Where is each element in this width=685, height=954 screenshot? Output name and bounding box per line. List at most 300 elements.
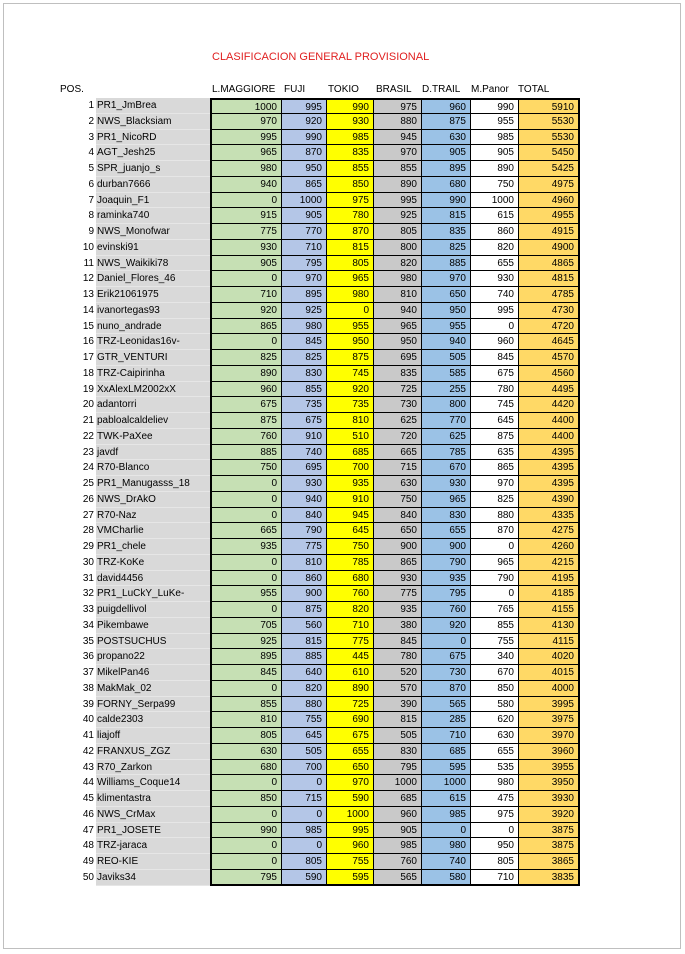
- lmaggiore-score-cell: 935: [210, 539, 281, 555]
- brasil-score-cell: 970: [373, 145, 421, 161]
- brasil-score-cell: 800: [373, 240, 421, 256]
- mpanor-score-cell: 755: [470, 634, 518, 650]
- player-name-cell: PR1_Manugasss_18: [96, 476, 210, 492]
- lmaggiore-score-cell: 905: [210, 256, 281, 272]
- table-row: [60, 334, 580, 350]
- table-row: [60, 760, 580, 776]
- position-cell: 20: [82, 399, 94, 411]
- tokio-score-cell: 910: [326, 492, 373, 508]
- table-row: [60, 791, 580, 807]
- lmaggiore-score-cell: 895: [210, 649, 281, 665]
- mpanor-score-cell: 630: [470, 728, 518, 744]
- dtrail-score-cell: 800: [421, 397, 470, 413]
- mpanor-score-cell: 475: [470, 791, 518, 807]
- brasil-score-cell: 625: [373, 413, 421, 429]
- position-cell: 36: [82, 651, 94, 663]
- fuji-score-cell: 910: [281, 429, 326, 445]
- position-cell: 2: [88, 115, 94, 127]
- player-name-cell: Daniel_Flores_46: [96, 271, 210, 287]
- brasil-score-cell: 750: [373, 492, 421, 508]
- lmaggiore-score-cell: 0: [210, 492, 281, 508]
- lmaggiore-score-cell: 845: [210, 665, 281, 681]
- mpanor-score-cell: 675: [470, 366, 518, 382]
- position-cell: 40: [82, 714, 94, 726]
- mpanor-score-cell: 880: [470, 508, 518, 524]
- table-row: [60, 539, 580, 555]
- player-name-cell: nuno_andrade: [96, 319, 210, 335]
- table-row: [60, 208, 580, 224]
- mpanor-score-cell: 580: [470, 697, 518, 713]
- brasil-score-cell: 570: [373, 681, 421, 697]
- tokio-score-cell: 970: [326, 775, 373, 791]
- table-row: [60, 744, 580, 760]
- player-name-cell: PR1_LuCkY_LuKe-: [96, 586, 210, 602]
- lmaggiore-score-cell: 760: [210, 429, 281, 445]
- mpanor-score-cell: 905: [470, 145, 518, 161]
- fuji-score-cell: 700: [281, 760, 326, 776]
- brasil-score-cell: 565: [373, 870, 421, 886]
- brasil-score-cell: 1000: [373, 775, 421, 791]
- position-cell: 47: [82, 824, 94, 836]
- lmaggiore-score-cell: 710: [210, 287, 281, 303]
- player-name-cell: PR1_chele: [96, 539, 210, 555]
- brasil-score-cell: 730: [373, 397, 421, 413]
- mpanor-score-cell: 995: [470, 303, 518, 319]
- mpanor-score-cell: 960: [470, 334, 518, 350]
- mpanor-score-cell: 955: [470, 114, 518, 130]
- lmaggiore-score-cell: 1000: [210, 98, 281, 114]
- table-row: [60, 681, 580, 697]
- total-score-cell: 3995: [518, 697, 580, 713]
- fuji-score-cell: 995: [281, 98, 326, 114]
- mpanor-score-cell: 850: [470, 681, 518, 697]
- tokio-score-cell: 980: [326, 287, 373, 303]
- total-score-cell: 5910: [518, 98, 580, 114]
- tokio-score-cell: 675: [326, 728, 373, 744]
- lmaggiore-score-cell: 0: [210, 854, 281, 870]
- position-cell: 3: [88, 131, 94, 143]
- position-cell: 27: [82, 509, 94, 521]
- total-score-cell: 4815: [518, 271, 580, 287]
- dtrail-score-cell: 835: [421, 224, 470, 240]
- dtrail-score-cell: 625: [421, 429, 470, 445]
- tokio-score-cell: 965: [326, 271, 373, 287]
- table-row: [60, 240, 580, 256]
- player-name-cell: TRZ-jaraca: [96, 838, 210, 854]
- lmaggiore-score-cell: 0: [210, 838, 281, 854]
- brasil-score-cell: 980: [373, 271, 421, 287]
- player-name-cell: R70-Blanco: [96, 460, 210, 476]
- table-row: [60, 728, 580, 744]
- table-row: [60, 476, 580, 492]
- dtrail-score-cell: 1000: [421, 775, 470, 791]
- mpanor-score-cell: 790: [470, 571, 518, 587]
- lmaggiore-score-cell: 825: [210, 350, 281, 366]
- total-score-cell: 4260: [518, 539, 580, 555]
- player-name-cell: PR1_JmBrea: [96, 98, 210, 114]
- total-score-cell: 4420: [518, 397, 580, 413]
- mpanor-score-cell: 750: [470, 177, 518, 193]
- tokio-score-cell: 985: [326, 130, 373, 146]
- tokio-score-cell: 590: [326, 791, 373, 807]
- player-name-cell: NWS_DrAkO: [96, 492, 210, 508]
- player-name-cell: NWS_Blacksiam: [96, 114, 210, 130]
- dtrail-score-cell: 825: [421, 240, 470, 256]
- table-row: [60, 114, 580, 130]
- position-cell: 32: [82, 588, 94, 600]
- fuji-score-cell: 790: [281, 523, 326, 539]
- brasil-score-cell: 760: [373, 854, 421, 870]
- header-lmaggiore: L.MAGGIORE: [212, 84, 276, 95]
- dtrail-score-cell: 740: [421, 854, 470, 870]
- brasil-score-cell: 725: [373, 382, 421, 398]
- tokio-score-cell: 955: [326, 319, 373, 335]
- fuji-score-cell: 1000: [281, 193, 326, 209]
- total-score-cell: 4560: [518, 366, 580, 382]
- fuji-score-cell: 830: [281, 366, 326, 382]
- player-name-cell: calde2303: [96, 712, 210, 728]
- fuji-score-cell: 0: [281, 838, 326, 854]
- lmaggiore-score-cell: 0: [210, 681, 281, 697]
- table-row: [60, 161, 580, 177]
- position-cell: 39: [82, 698, 94, 710]
- total-score-cell: 5450: [518, 145, 580, 161]
- fuji-score-cell: 815: [281, 634, 326, 650]
- brasil-score-cell: 720: [373, 429, 421, 445]
- brasil-score-cell: 855: [373, 161, 421, 177]
- dtrail-score-cell: 875: [421, 114, 470, 130]
- tokio-score-cell: 820: [326, 602, 373, 618]
- tokio-score-cell: 815: [326, 240, 373, 256]
- position-cell: 42: [82, 745, 94, 757]
- position-cell: 33: [82, 604, 94, 615]
- brasil-score-cell: 775: [373, 586, 421, 602]
- total-score-cell: 4390: [518, 492, 580, 508]
- fuji-score-cell: 980: [281, 319, 326, 335]
- tokio-score-cell: 945: [326, 508, 373, 524]
- lmaggiore-score-cell: 805: [210, 728, 281, 744]
- total-score-cell: 3960: [518, 744, 580, 760]
- player-name-cell: PR1_JOSETE: [96, 823, 210, 839]
- lmaggiore-score-cell: 0: [210, 775, 281, 791]
- table-row: [60, 382, 580, 398]
- player-name-cell: FORNY_Serpa99: [96, 697, 210, 713]
- position-cell: 12: [82, 273, 94, 285]
- position-cell: 28: [82, 525, 94, 537]
- mpanor-score-cell: 635: [470, 445, 518, 461]
- brasil-score-cell: 835: [373, 366, 421, 382]
- mpanor-score-cell: 965: [470, 555, 518, 571]
- table-row: [60, 838, 580, 854]
- mpanor-score-cell: 655: [470, 744, 518, 760]
- lmaggiore-score-cell: 990: [210, 823, 281, 839]
- mpanor-score-cell: 950: [470, 838, 518, 854]
- position-cell: 4: [88, 147, 94, 159]
- position-cell: 25: [82, 478, 94, 489]
- table-row: [60, 98, 580, 114]
- player-name-cell: FRANXUS_ZGZ: [96, 744, 210, 760]
- tokio-score-cell: 995: [326, 823, 373, 839]
- fuji-score-cell: 505: [281, 744, 326, 760]
- fuji-score-cell: 870: [281, 145, 326, 161]
- tokio-score-cell: 760: [326, 586, 373, 602]
- mpanor-score-cell: 990: [470, 98, 518, 114]
- total-score-cell: 4185: [518, 586, 580, 602]
- table-row: [60, 602, 580, 618]
- table-row: [60, 287, 580, 303]
- tokio-score-cell: 855: [326, 161, 373, 177]
- lmaggiore-score-cell: 0: [210, 555, 281, 571]
- total-score-cell: 4400: [518, 413, 580, 429]
- fuji-score-cell: 925: [281, 303, 326, 319]
- tokio-score-cell: 775: [326, 634, 373, 650]
- total-score-cell: 4495: [518, 382, 580, 398]
- position-cell: 44: [82, 777, 94, 789]
- dtrail-score-cell: 730: [421, 665, 470, 681]
- tokio-score-cell: 750: [326, 539, 373, 555]
- total-score-cell: 5425: [518, 161, 580, 177]
- brasil-score-cell: 905: [373, 823, 421, 839]
- dtrail-score-cell: 955: [421, 319, 470, 335]
- mpanor-score-cell: 890: [470, 161, 518, 177]
- player-name-cell: TRZ-Leonidas16v-: [96, 334, 210, 350]
- brasil-score-cell: 865: [373, 555, 421, 571]
- lmaggiore-score-cell: 0: [210, 334, 281, 350]
- position-cell: 26: [82, 493, 94, 505]
- dtrail-score-cell: 0: [421, 823, 470, 839]
- dtrail-score-cell: 670: [421, 460, 470, 476]
- total-score-cell: 3970: [518, 728, 580, 744]
- table-row: [60, 256, 580, 272]
- tokio-score-cell: 785: [326, 555, 373, 571]
- table-row: [60, 177, 580, 193]
- header-total: TOTAL: [518, 84, 550, 95]
- brasil-score-cell: 900: [373, 539, 421, 555]
- fuji-score-cell: 640: [281, 665, 326, 681]
- dtrail-score-cell: 615: [421, 791, 470, 807]
- player-name-cell: AGT_Jesh25: [96, 145, 210, 161]
- player-name-cell: TWK-PaXee: [96, 429, 210, 445]
- fuji-score-cell: 860: [281, 571, 326, 587]
- dtrail-score-cell: 785: [421, 445, 470, 461]
- header-fuji: FUJI: [284, 84, 306, 95]
- lmaggiore-score-cell: 665: [210, 523, 281, 539]
- dtrail-score-cell: 830: [421, 508, 470, 524]
- lmaggiore-score-cell: 675: [210, 397, 281, 413]
- fuji-score-cell: 560: [281, 618, 326, 634]
- brasil-score-cell: 840: [373, 508, 421, 524]
- mpanor-score-cell: 820: [470, 240, 518, 256]
- player-name-cell: durban7666: [96, 177, 210, 193]
- total-score-cell: 3930: [518, 791, 580, 807]
- table-row: [60, 130, 580, 146]
- total-score-cell: 3875: [518, 823, 580, 839]
- brasil-score-cell: 985: [373, 838, 421, 854]
- fuji-score-cell: 845: [281, 334, 326, 350]
- total-score-cell: 4865: [518, 256, 580, 272]
- mpanor-score-cell: 860: [470, 224, 518, 240]
- table-row: [60, 870, 580, 886]
- player-name-cell: pabloalcaldeliev: [96, 413, 210, 429]
- mpanor-score-cell: 340: [470, 649, 518, 665]
- dtrail-score-cell: 255: [421, 382, 470, 398]
- player-name-cell: Williams_Coque14: [96, 775, 210, 791]
- table-row: [60, 366, 580, 382]
- header-dtrail: D.TRAIL: [422, 84, 461, 95]
- tokio-score-cell: 975: [326, 193, 373, 209]
- player-name-cell: PR1_NicoRD: [96, 130, 210, 146]
- lmaggiore-score-cell: 920: [210, 303, 281, 319]
- lmaggiore-score-cell: 0: [210, 571, 281, 587]
- dtrail-score-cell: 680: [421, 177, 470, 193]
- table-row: [60, 634, 580, 650]
- table-row: [60, 350, 580, 366]
- fuji-score-cell: 735: [281, 397, 326, 413]
- position-cell: 17: [82, 352, 94, 363]
- brasil-score-cell: 940: [373, 303, 421, 319]
- position-cell: 11: [83, 257, 94, 269]
- total-score-cell: 4570: [518, 350, 580, 366]
- player-name-cell: NWS_CrMax: [96, 807, 210, 823]
- dtrail-score-cell: 655: [421, 523, 470, 539]
- total-score-cell: 4400: [518, 429, 580, 445]
- table-row: [60, 775, 580, 791]
- tokio-score-cell: 510: [326, 429, 373, 445]
- brasil-score-cell: 505: [373, 728, 421, 744]
- table-row: [60, 823, 580, 839]
- position-cell: 41: [82, 730, 94, 741]
- position-cell: 43: [82, 761, 94, 773]
- table-row: [60, 649, 580, 665]
- total-score-cell: 3955: [518, 760, 580, 776]
- fuji-score-cell: 950: [281, 161, 326, 177]
- mpanor-score-cell: 780: [470, 382, 518, 398]
- fuji-score-cell: 940: [281, 492, 326, 508]
- position-cell: 19: [82, 383, 94, 395]
- player-name-cell: MakMak_02: [96, 681, 210, 697]
- lmaggiore-score-cell: 0: [210, 602, 281, 618]
- dtrail-score-cell: 285: [421, 712, 470, 728]
- mpanor-score-cell: 740: [470, 287, 518, 303]
- dtrail-score-cell: 815: [421, 208, 470, 224]
- player-name-cell: REO-KIE: [96, 854, 210, 870]
- total-score-cell: 4215: [518, 555, 580, 571]
- brasil-score-cell: 650: [373, 523, 421, 539]
- tokio-score-cell: 780: [326, 208, 373, 224]
- brasil-score-cell: 845: [373, 634, 421, 650]
- dtrail-score-cell: 990: [421, 193, 470, 209]
- table-row: [60, 429, 580, 445]
- position-cell: 6: [88, 178, 94, 190]
- total-score-cell: 4155: [518, 602, 580, 618]
- mpanor-score-cell: 670: [470, 665, 518, 681]
- player-name-cell: GTR_VENTURI: [96, 350, 210, 366]
- brasil-score-cell: 805: [373, 224, 421, 240]
- total-score-cell: 4915: [518, 224, 580, 240]
- header-mpanor: M.Panor: [471, 84, 509, 95]
- fuji-score-cell: 695: [281, 460, 326, 476]
- dtrail-score-cell: 920: [421, 618, 470, 634]
- fuji-score-cell: 825: [281, 350, 326, 366]
- mpanor-score-cell: 615: [470, 208, 518, 224]
- player-name-cell: raminka740: [96, 208, 210, 224]
- dtrail-score-cell: 710: [421, 728, 470, 744]
- table-row: [60, 445, 580, 461]
- table-row: [60, 586, 580, 602]
- mpanor-score-cell: 710: [470, 870, 518, 886]
- position-cell: 14: [82, 304, 94, 316]
- mpanor-score-cell: 1000: [470, 193, 518, 209]
- tokio-score-cell: 935: [326, 476, 373, 492]
- header-brasil: BRASIL: [376, 84, 412, 95]
- tokio-score-cell: 650: [326, 760, 373, 776]
- dtrail-score-cell: 905: [421, 145, 470, 161]
- player-name-cell: javdf: [96, 445, 210, 461]
- fuji-score-cell: 880: [281, 697, 326, 713]
- player-name-cell: MikelPan46: [96, 665, 210, 681]
- position-cell: 31: [82, 572, 94, 584]
- lmaggiore-score-cell: 0: [210, 807, 281, 823]
- mpanor-score-cell: 0: [470, 586, 518, 602]
- mpanor-score-cell: 970: [470, 476, 518, 492]
- table-row: [60, 665, 580, 681]
- table-row: [60, 303, 580, 319]
- brasil-score-cell: 890: [373, 177, 421, 193]
- position-cell: 35: [82, 635, 94, 647]
- brasil-score-cell: 820: [373, 256, 421, 272]
- fuji-score-cell: 900: [281, 586, 326, 602]
- tokio-score-cell: 805: [326, 256, 373, 272]
- dtrail-score-cell: 870: [421, 681, 470, 697]
- player-name-cell: R70-Naz: [96, 508, 210, 524]
- fuji-score-cell: 810: [281, 555, 326, 571]
- total-score-cell: 4275: [518, 523, 580, 539]
- player-name-cell: adantorri: [96, 397, 210, 413]
- lmaggiore-score-cell: 795: [210, 870, 281, 886]
- fuji-score-cell: 855: [281, 382, 326, 398]
- total-score-cell: 4395: [518, 460, 580, 476]
- lmaggiore-score-cell: 940: [210, 177, 281, 193]
- brasil-score-cell: 830: [373, 744, 421, 760]
- brasil-score-cell: 975: [373, 98, 421, 114]
- position-cell: 29: [82, 541, 94, 552]
- dtrail-score-cell: 935: [421, 571, 470, 587]
- position-cell: 21: [82, 415, 94, 426]
- fuji-score-cell: 905: [281, 208, 326, 224]
- table-row: [60, 854, 580, 870]
- tokio-score-cell: 700: [326, 460, 373, 476]
- position-cell: 7: [88, 194, 94, 206]
- mpanor-score-cell: 765: [470, 602, 518, 618]
- mpanor-score-cell: 855: [470, 618, 518, 634]
- mpanor-score-cell: 655: [470, 256, 518, 272]
- lmaggiore-score-cell: 960: [210, 382, 281, 398]
- brasil-score-cell: 630: [373, 476, 421, 492]
- player-name-cell: POSTSUCHUS: [96, 634, 210, 650]
- mpanor-score-cell: 975: [470, 807, 518, 823]
- total-score-cell: 4000: [518, 681, 580, 697]
- tokio-score-cell: 610: [326, 665, 373, 681]
- brasil-score-cell: 715: [373, 460, 421, 476]
- tokio-score-cell: 890: [326, 681, 373, 697]
- lmaggiore-score-cell: 630: [210, 744, 281, 760]
- position-cell: 23: [82, 446, 94, 458]
- total-score-cell: 3875: [518, 838, 580, 854]
- tokio-score-cell: 920: [326, 382, 373, 398]
- total-score-cell: 4645: [518, 334, 580, 350]
- standings-table: [60, 98, 580, 886]
- lmaggiore-score-cell: 875: [210, 413, 281, 429]
